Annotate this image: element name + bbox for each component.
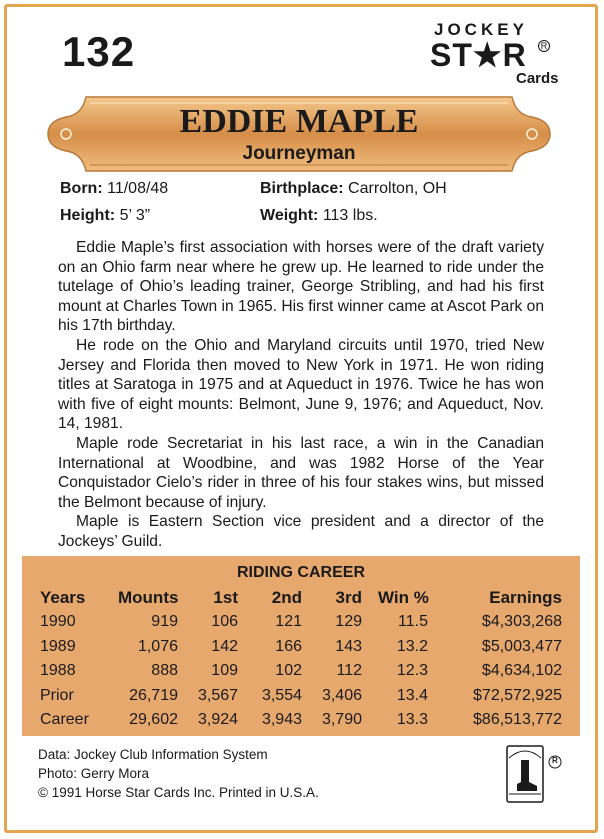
career-cell: 919 <box>151 613 178 630</box>
jockeys-guild-logo <box>505 744 558 804</box>
career-cell: 3,790 <box>321 711 362 728</box>
career-cell: 11.5 <box>398 613 428 630</box>
career-header-cell: 2nd <box>271 588 302 607</box>
bio-paragraph-1: Eddie Maple’s first association with horses were of the draft variety on an Ohio farm near where he grew up. He learned to ride under the tutelage of Ohio’s leading trainer, George Stribling, and had his first mount at Charles Town in 1965. His first winner came at Ascot Park on his 17th birthday. <box>58 239 544 335</box>
weight-label: Weight: <box>260 207 319 224</box>
career-cell: 3,943 <box>261 711 302 728</box>
footer-photo-credit: Photo: Gerry Mora <box>38 766 150 781</box>
career-cell: 106 <box>211 613 238 630</box>
weight-value: 113 lbs. <box>322 207 378 224</box>
career-cell: 142 <box>211 637 238 655</box>
career-row <box>22 687 580 712</box>
career-cell: 3,406 <box>321 686 362 704</box>
bio-paragraph-3: Maple rode Secretariat in his last race, a win in the Canadian International at Woodbine, and was 1982 Horse of the Year Conquistador Cielo’s rider in three of his four stakes wins, but missed the Belmont because of injury. <box>58 434 544 511</box>
career-cell: 13.4 <box>396 686 428 704</box>
career-cell: $5,003,477 <box>481 637 562 655</box>
brand-line-3: Cards <box>516 70 559 87</box>
born-value: 11/08/48 <box>107 180 169 197</box>
career-cell: $72,572,925 <box>473 686 562 704</box>
career-header-cell: Mounts <box>118 588 179 607</box>
career-cell: 143 <box>335 637 362 655</box>
career-cell: 29,602 <box>129 711 178 728</box>
birthplace-value: Carrolton, OH <box>348 180 447 197</box>
career-cell: 13.3 <box>396 711 428 728</box>
weight-row <box>260 207 378 225</box>
height-label: Height: <box>60 207 116 224</box>
career-cell: 3,567 <box>198 686 239 704</box>
career-cell: Career <box>40 711 89 728</box>
career-cell: 121 <box>275 613 302 630</box>
jockey-title: Journeyman <box>242 143 356 164</box>
footer-copyright: © 1991 Horse Star Cards Inc. Printed in U.S.A. <box>38 785 319 800</box>
bio-paragraph-4: Maple is Eastern Section vice president and a director of the Jockeys’ Guild. <box>58 513 544 550</box>
bio-paragraph-2: He rode on the Ohio and Maryland circuits until 1970, tried New Jersey and Florida then moved to New York in 1971. He won riding titles at Saratoga in 1975 and at Aqueduct in 1976. Twice he has won with five of eight mounts: Belmont, June 9, 1976; and Aqueduct, Nov. 14, 1981. <box>58 336 544 433</box>
career-title: RIDING CAREER <box>236 564 365 581</box>
born-row <box>60 180 168 198</box>
career-cell: $4,634,102 <box>481 662 562 679</box>
biography-text <box>58 238 544 552</box>
boot-icon <box>505 744 565 806</box>
career-row <box>22 638 580 663</box>
height-value: 5’ 3” <box>119 207 151 224</box>
career-cell: 166 <box>275 637 302 655</box>
career-header-cell: 3rd <box>335 588 362 607</box>
career-cell: Prior <box>40 686 74 704</box>
career-cell: 129 <box>335 613 362 630</box>
career-row <box>22 613 580 638</box>
career-cell: 3,924 <box>198 711 239 728</box>
career-header-cell: Win % <box>378 588 429 607</box>
footer-data-source: Data: Jockey Club Information System <box>38 747 268 762</box>
career-cell: 109 <box>211 662 238 679</box>
career-cell: 1990 <box>40 613 76 630</box>
career-cell: $86,513,772 <box>473 711 562 728</box>
career-cell: 112 <box>336 662 362 679</box>
career-cell: 3,554 <box>261 686 302 704</box>
birthplace-row <box>260 180 447 198</box>
brand-line-2: ST★R <box>430 37 527 73</box>
guild-registered-mark: R <box>552 756 558 765</box>
career-header-cell: 1st <box>213 588 238 607</box>
registered-mark: R <box>538 40 550 52</box>
height-row <box>60 207 150 225</box>
name-banner <box>46 95 552 173</box>
career-header-row <box>22 588 580 613</box>
career-header-cell: Years <box>40 588 86 607</box>
brand-logo <box>430 18 559 88</box>
career-cell: 26,719 <box>129 686 178 704</box>
riding-career-table <box>22 556 580 736</box>
career-cell: 12.3 <box>396 662 428 679</box>
career-cell: 888 <box>151 662 178 679</box>
brand-line-1: JOCKEY <box>434 20 528 39</box>
card-number: 132 <box>62 28 136 75</box>
career-cell: 1988 <box>40 662 76 679</box>
career-cell: 1,076 <box>137 637 178 655</box>
jockey-name: EDDIE MAPLE <box>179 103 419 140</box>
career-header-cell: Earnings <box>489 588 562 607</box>
career-cell: 1989 <box>40 637 76 655</box>
career-cell: 102 <box>275 662 302 679</box>
card-footer <box>38 745 319 802</box>
career-row <box>22 662 580 687</box>
career-cell: 13.2 <box>396 637 428 655</box>
career-row <box>22 711 580 736</box>
birthplace-label: Birthplace: <box>260 180 344 197</box>
career-cell: $4,303,268 <box>481 613 562 630</box>
born-label: Born: <box>60 180 103 197</box>
